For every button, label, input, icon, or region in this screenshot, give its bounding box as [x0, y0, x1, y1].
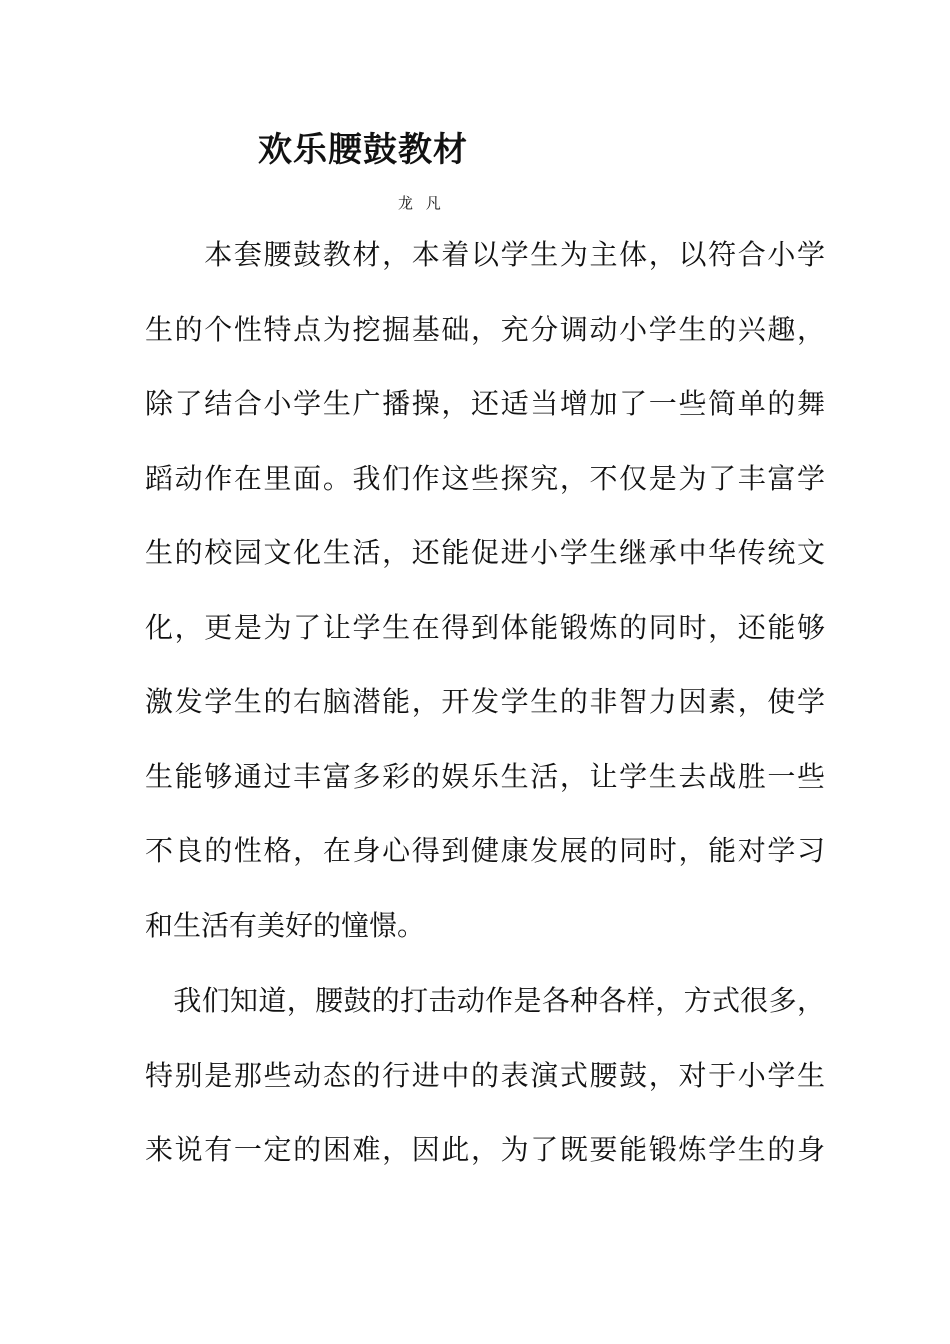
paragraph-line: 和生活有美好的憧憬。 [145, 908, 426, 942]
paragraph-line: 不良的性格，在身心得到健康发展的同时，能对学习 [145, 834, 825, 867]
paragraph-2 [145, 964, 825, 1188]
document-author: 龙 凡 [398, 194, 445, 212]
paragraph-line: 我们知道，腰鼓的打击动作是各种各样，方式很多， [145, 984, 825, 1017]
paragraph-line: 生的个性特点为挖掘基础，充分调动小学生的兴趣， [145, 312, 825, 346]
paragraph-line: 生的校园文化生活，还能促进小学生继承中华传统文 [145, 536, 825, 569]
paragraph-1 [145, 218, 825, 963]
document-title: 欢乐腰鼓教材 [258, 130, 468, 170]
paragraph-line: 激发学生的右脑潜能，开发学生的非智力因素，使学 [145, 685, 825, 718]
paragraph-line: 蹈动作在里面。我们作这些探究，不仅是为了丰富学 [145, 461, 825, 495]
paragraph-line: 除了结合小学生广播操，还适当增加了一些简单的舞 [145, 387, 825, 420]
paragraph-line: 来说有一定的困难，因此，为了既要能锻炼学生的身 [145, 1133, 825, 1166]
paragraph-line: 化，更是为了让学生在得到体能锻炼的同时，还能够 [145, 610, 825, 644]
paragraph-line: 特别是那些动态的行进中的表演式腰鼓，对于小学生 [145, 1058, 825, 1092]
paragraph-line: 生能够通过丰富多彩的娱乐生活，让学生去战胜一些 [145, 759, 825, 793]
paragraph-line: 本套腰鼓教材，本着以学生为主体，以符合小学 [145, 238, 825, 271]
